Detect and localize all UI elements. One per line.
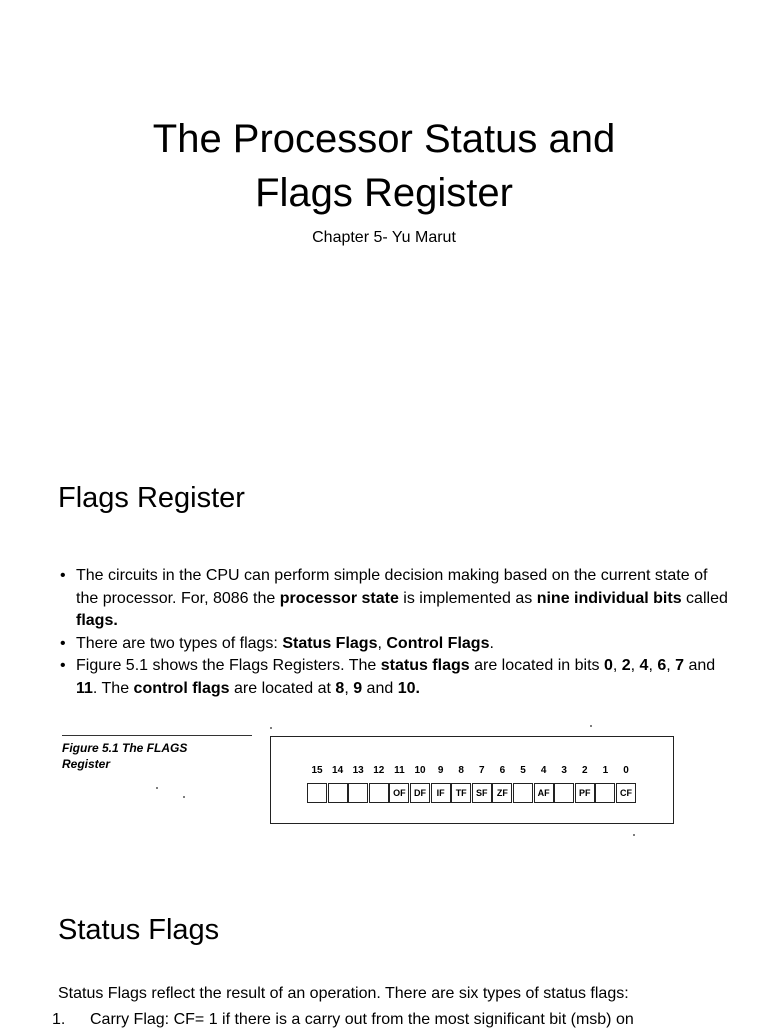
flag-cell: TF [451,783,471,803]
scan-speck [156,787,158,789]
bit-number: 15 [311,765,323,776]
flag-cell: SF [472,783,492,803]
flag-cell: ZF [492,783,512,803]
flags-register-figure [58,725,678,829]
bold-text: Status Flags [282,634,378,652]
scan-speck [270,727,272,729]
empty-bit-cell [554,783,574,803]
bullet-text: and [684,657,716,674]
bold-text: 10. [397,679,420,697]
bit-number: 7 [479,765,485,776]
bit-number: 14 [332,765,344,776]
bit-number: 0 [623,765,629,776]
bullet-text: called [681,589,728,607]
bullet-text: is implemented as [398,589,537,607]
status-flags-heading: Status Flags [58,914,220,946]
flag-cell: IF [431,783,451,803]
page-subtitle: Chapter 5- Yu Marut [312,229,456,246]
bit-number: 13 [352,765,364,776]
bullet-text: and [362,679,398,697]
bullet-item [58,655,728,700]
bold-text: 0 [603,657,613,674]
bold-text: 11 [76,679,93,697]
title-line-2: Flags Register [255,171,513,215]
figure-rule [62,735,252,736]
bit-number: 5 [520,765,526,776]
bullet-text: , [648,657,658,674]
title-line-1: The Processor Status and [152,117,616,161]
bullet-text: There are two types of flags: [76,634,283,652]
bold-text: 4 [639,657,649,674]
bold-text: 9 [353,679,363,697]
bullet-text: , [630,657,640,674]
flags-bullet-list [58,565,728,700]
empty-bit-cell [328,783,348,803]
scan-speck [183,796,185,798]
register-diagram-box [270,736,674,824]
flag-cell: CF [616,783,636,803]
empty-bit-cell [595,783,615,803]
empty-bit-cell [307,783,327,803]
flag-cell: PF [575,783,595,803]
bit-number: 4 [540,765,547,776]
bit-number: 12 [373,765,385,776]
list-item-text: Carry Flag: CF= 1 if there is a carry out from the most significant bit (msb) on [90,1011,634,1028]
figure-caption-line-1: Figure 5.1 The FLAGS [62,741,188,755]
flag-cell: OF [389,783,409,803]
figure-caption [62,740,187,772]
bullet-text: are located in bits [469,657,604,674]
bold-text: 6 [657,657,667,674]
status-flags-intro: Status Flags reflect the result of an operation. There are six types of status flags: [58,985,629,1002]
scan-speck [633,834,635,836]
empty-bit-cell [369,783,389,803]
bit-number: 2 [582,765,588,776]
bullet-item [58,633,728,656]
flag-cell: DF [410,783,430,803]
bullet-text: . The [92,679,134,697]
bullet-text: Figure 5.1 shows the Flags Registers. The [76,657,381,674]
bold-text: control flags [133,679,230,697]
bullet-text: The circuits in the CPU can perform simple decision making based on the current state of the processor. For, 8086 the [76,567,708,607]
bit-number: 6 [499,765,506,776]
empty-bit-cell [348,783,368,803]
bold-text: nine individual bits [536,589,682,607]
flag-cell: AF [534,783,554,803]
bit-number: 3 [561,765,567,776]
bullet-text: are located at [229,679,336,697]
bold-text: status flags [380,657,470,674]
bit-number: 9 [437,765,444,776]
bullet-text: , [666,657,676,674]
status-flag-list-item [52,1009,634,1031]
figure-caption-line-2: Register [62,757,111,771]
bullet-text: . [489,634,494,652]
bold-text: 2 [621,657,631,674]
bullet-item [58,565,728,633]
bold-text: Control Flags [386,634,490,652]
bold-text: 7 [675,657,685,674]
bit-number: 10 [414,765,426,776]
bit-number: 8 [458,765,464,776]
bullet-text: , [377,634,387,652]
bullet-text: , [612,657,622,674]
bold-text: flags. [76,612,118,629]
bold-text: processor state [279,589,399,607]
list-item-number: 1. [52,1011,66,1028]
empty-bit-cell [513,783,533,803]
scan-speck [590,725,592,727]
bit-number: 1 [602,765,609,776]
bit-number: 11 [394,765,405,776]
flags-register-heading: Flags Register [58,482,245,514]
bold-text: 8 [335,679,345,697]
bullet-text: , [344,679,354,697]
page-title [0,112,768,220]
